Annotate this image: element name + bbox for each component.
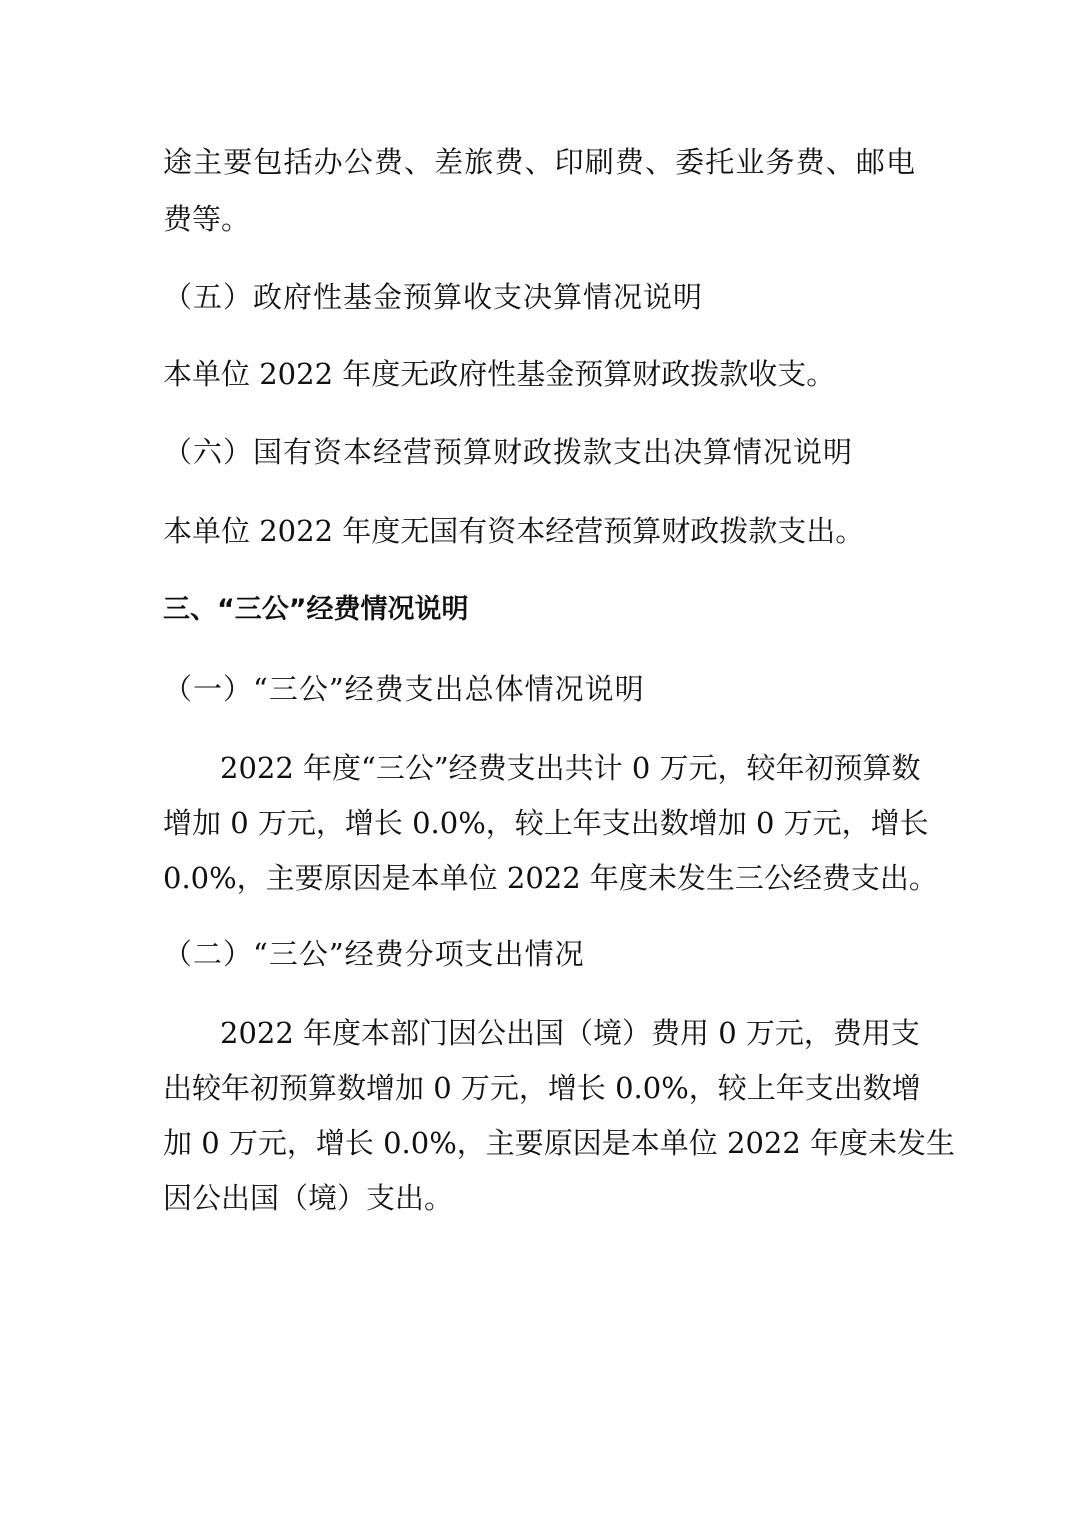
paragraph-line: 2022 年度本部门因公出国（境）费用 0 万元，费用支 <box>220 1016 920 1050</box>
part-3-sub-2-heading: （二）“三公”经费分项支出情况 <box>163 937 585 971</box>
paragraph-line: 途主要包括办公费、差旅费、印刷费、委托业务费、邮电 <box>163 145 915 179</box>
paragraph-line: 增加 0 万元，增长 0.0%，较上年支出数增加 0 万元，增长 <box>163 806 929 840</box>
paragraph-line: 2022 年度“三公”经费支出共计 0 万元，较年初预算数 <box>220 751 921 785</box>
paragraph-line: 出较年初预算数增加 0 万元，增长 0.0%，较上年支出数增 <box>163 1071 921 1105</box>
part-3-sub-1-heading: （一）“三公”经费支出总体情况说明 <box>163 672 645 706</box>
part-3-heading: 三、“三公”经费情况说明 <box>163 594 469 625</box>
paragraph-line: 0.0%，主要原因是本单位 2022 年度未发生三公经费支出。 <box>163 861 938 895</box>
section-6-body: 本单位 2022 年度无国有资本经营预算财政拨款支出。 <box>163 514 865 548</box>
paragraph-line: 费等。 <box>163 202 251 236</box>
section-5-heading: （五）政府性基金预算收支决算情况说明 <box>163 280 704 314</box>
paragraph-line: 加 0 万元，增长 0.0%，主要原因是本单位 2022 年度未发生 <box>163 1126 956 1160</box>
section-6-heading: （六）国有资本经营预算财政拨款支出决算情况说明 <box>163 435 854 469</box>
paragraph-line: 因公出国（境）支出。 <box>163 1181 454 1215</box>
section-5-body: 本单位 2022 年度无政府性基金预算财政拨款收支。 <box>163 357 836 391</box>
